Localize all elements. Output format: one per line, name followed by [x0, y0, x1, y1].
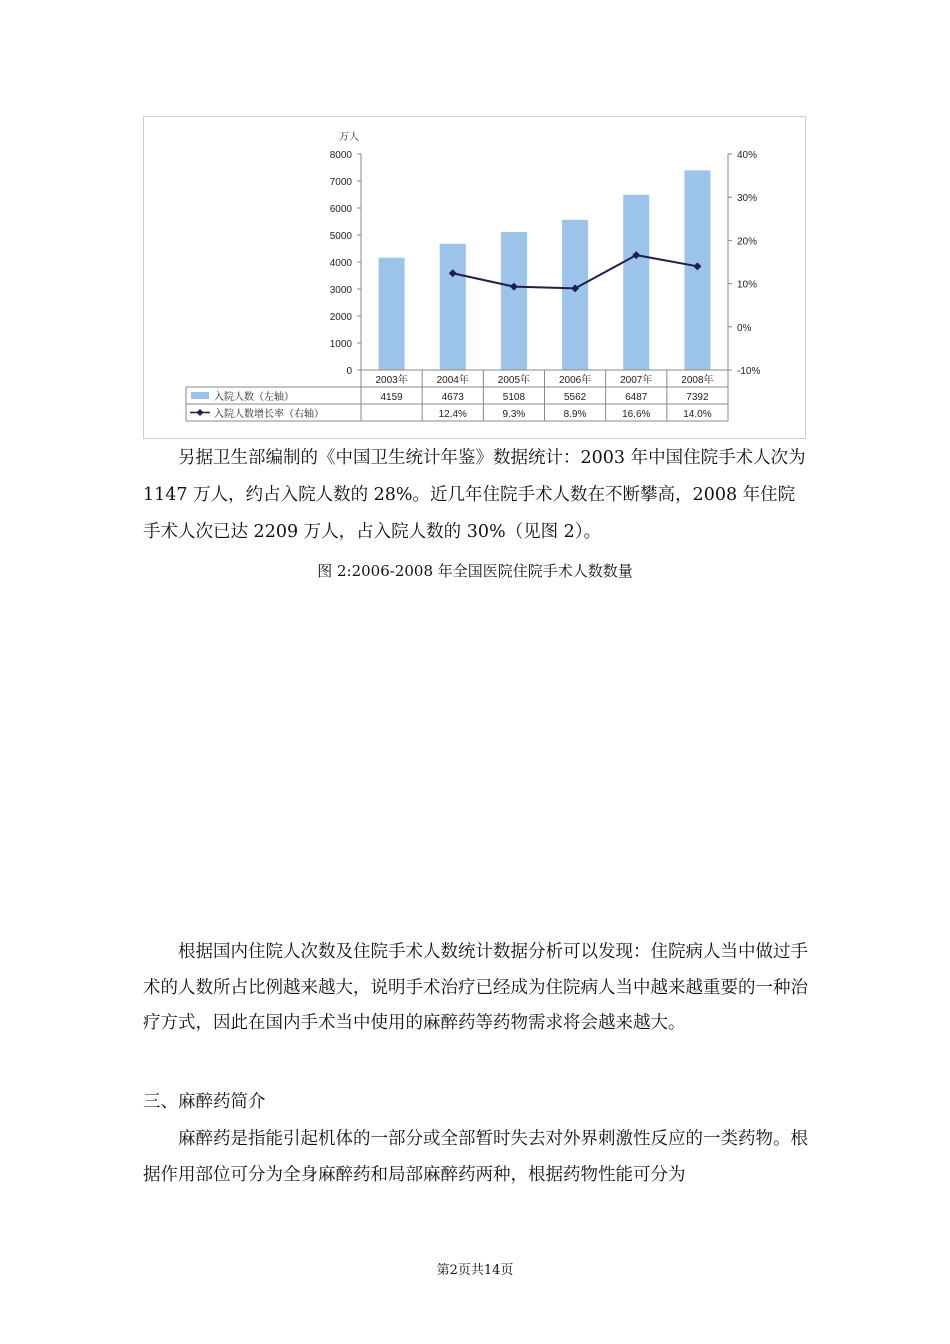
right-tick-label: 20% — [737, 236, 758, 248]
admissions-value-label: 6487 — [625, 392, 648, 403]
category-label: 2008年 — [681, 375, 714, 386]
admissions-value-label: 7392 — [686, 392, 709, 403]
admissions-value-label: 5108 — [502, 392, 526, 403]
paragraph-statistics: 另据卫生部编制的《中国卫生统计年鉴》数据统计：2003 年中国住院手术人次为 1147 万人，约占入院人数的 28%。近几年住院手术人数在不断攀高，2008 年住院手术人次已达 2209 万人，占入院人数的 30%（见图 2）。 — [143, 448, 806, 542]
legend-label-line: 入院人数增长率（右轴） — [214, 409, 324, 420]
left-tick-label: 8000 — [329, 150, 352, 161]
left-tick-label: 1000 — [329, 339, 352, 350]
growth-rate-value-label: 8.9% — [563, 409, 587, 420]
growth-rate-value-label: 16.6% — [622, 409, 651, 420]
left-tick-label: 7000 — [329, 177, 352, 188]
bar-admissions — [379, 258, 405, 370]
growth-rate-value-label: 14.0% — [683, 409, 712, 420]
left-tick-label: 4000 — [329, 258, 352, 269]
legend-marker-line — [197, 409, 204, 416]
right-tick-label: -10% — [737, 366, 761, 377]
category-label: 2003年 — [375, 375, 408, 386]
category-label: 2004年 — [436, 375, 469, 386]
left-tick-label: 6000 — [329, 204, 352, 215]
section-heading: 三、麻醉药简介 — [143, 1092, 266, 1112]
chart-figure — [143, 116, 806, 439]
paragraph-analysis: 根据国内住院人次数及住院手术人数统计数据分析可以发现：住院病人当中做过手术的人数所占比例越来越大，说明手术治疗已经成为住院病人当中越来越重要的一种治疗方式，因此在国内手术当中使用的麻醉药等药物需求将会越来越大。 — [143, 942, 808, 1033]
paragraph-anesthetics: 麻醉药是指能引起机体的一部分或全部暂时失去对外界刺激性反应的一类药物。根据作用部位可分为全身麻醉药和局部麻醉药两种，根据药物性能可分为 — [143, 1129, 808, 1185]
right-tick-label: 0% — [737, 322, 752, 334]
bar-admissions — [623, 195, 649, 370]
bar-admissions — [562, 220, 588, 370]
left-tick-label: 5000 — [329, 231, 352, 242]
legend-swatch-bar — [191, 392, 209, 399]
growth-rate-value-label: 9.3% — [502, 409, 526, 420]
admissions-value-label: 4159 — [380, 392, 403, 403]
category-label: 2006年 — [558, 375, 592, 386]
admissions-value-label: 4673 — [441, 392, 464, 403]
bar-admissions — [440, 244, 466, 370]
growth-rate-value-label: 12.4% — [438, 409, 467, 420]
page-footer: 第2页共14页 — [436, 1263, 514, 1278]
hospital-admissions-chart — [144, 117, 805, 438]
left-tick-label: 3000 — [329, 285, 352, 296]
right-tick-label: 30% — [737, 193, 758, 205]
figure-caption: 图 2:2006-2008 年全国医院住院手术人数数量 — [317, 562, 633, 580]
right-tick-label: 40% — [737, 150, 758, 161]
category-label: 2007年 — [620, 375, 653, 386]
left-tick-label: 0 — [346, 366, 352, 377]
legend-label-bar: 入院人数（左轴） — [214, 392, 294, 403]
left-axis-unit: 万人 — [339, 132, 359, 143]
right-tick-label: 10% — [737, 279, 758, 291]
left-tick-label: 2000 — [329, 312, 352, 323]
bar-admissions — [501, 232, 527, 370]
admissions-value-label: 5562 — [563, 392, 587, 403]
category-label: 2005年 — [497, 375, 531, 386]
